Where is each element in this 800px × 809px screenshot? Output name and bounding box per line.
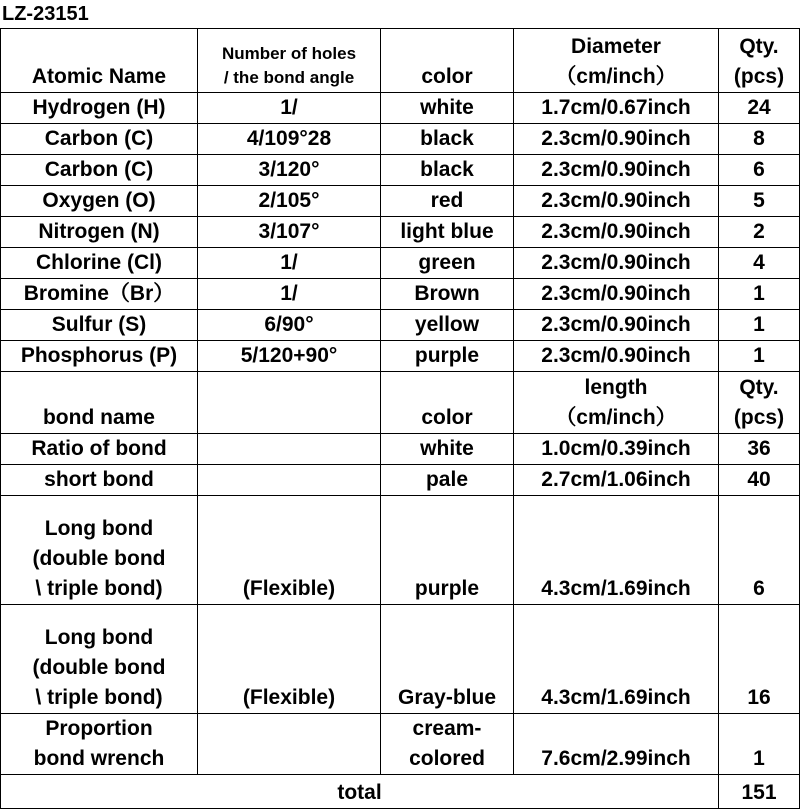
atom-qty: 1 xyxy=(719,310,800,341)
bond-note xyxy=(198,465,381,496)
bond-color-line: cream- xyxy=(412,717,482,740)
atom-row xyxy=(1,341,800,372)
header-qty xyxy=(719,29,800,93)
bond-name-line: (double bond xyxy=(32,656,166,679)
atom-diameter: 2.3cm/0.90inch xyxy=(514,341,719,372)
bond-name-line: \ triple bond) xyxy=(35,686,163,709)
atom-color: green xyxy=(381,248,514,279)
atom-color: white xyxy=(381,93,514,124)
parts-table xyxy=(0,28,800,809)
header-diameter-line1: Diameter xyxy=(571,35,661,58)
header-bond-qty-line: (pcs) xyxy=(733,406,785,429)
atom-holes-angle: 6/90° xyxy=(198,310,381,341)
atom-holes-angle: 1/ xyxy=(198,248,381,279)
header-bond-qty-line: Qty. xyxy=(739,376,779,399)
atom-name: Bromine（Br） xyxy=(1,279,198,310)
bond-name xyxy=(1,605,198,714)
bond-name xyxy=(1,465,198,496)
atom-row xyxy=(1,186,800,217)
atom-holes-angle: 2/105° xyxy=(198,186,381,217)
atom-row xyxy=(1,248,800,279)
header-holes-angle xyxy=(198,29,381,93)
atom-diameter: 2.3cm/0.90inch xyxy=(514,186,719,217)
bond-row xyxy=(1,434,800,465)
atom-name: Hydrogen (H) xyxy=(1,93,198,124)
atom-name: Carbon (C) xyxy=(1,124,198,155)
atom-qty: 1 xyxy=(719,341,800,372)
atom-holes-angle: 1/ xyxy=(198,93,381,124)
bond-color xyxy=(381,465,514,496)
bond-color xyxy=(381,714,514,775)
atom-row xyxy=(1,279,800,310)
header-holes-line1: Number of holes xyxy=(221,44,357,63)
bond-name-line: \ triple bond) xyxy=(35,577,163,600)
bond-color-line: white xyxy=(420,437,474,460)
header-diameter-line2: （cm/inch） xyxy=(555,65,677,88)
bond-header-row xyxy=(1,372,800,434)
bond-note: (Flexible) xyxy=(198,496,381,605)
bond-name xyxy=(1,496,198,605)
bond-length: 4.3cm/1.69inch xyxy=(514,496,719,605)
atom-name: Oxygen (O) xyxy=(1,186,198,217)
total-label: total xyxy=(1,775,719,809)
atom-qty: 5 xyxy=(719,186,800,217)
atom-holes-angle: 3/107° xyxy=(198,217,381,248)
atom-diameter: 2.3cm/0.90inch xyxy=(514,248,719,279)
total-row xyxy=(1,775,800,809)
bond-color-line: purple xyxy=(414,577,480,600)
atom-qty: 4 xyxy=(719,248,800,279)
atom-holes-angle: 3/120° xyxy=(198,155,381,186)
bond-note xyxy=(198,714,381,775)
header-diameter xyxy=(514,29,719,93)
header-length xyxy=(514,372,719,434)
atom-holes-angle: 1/ xyxy=(198,279,381,310)
header-length-line: （cm/inch） xyxy=(555,406,677,429)
atom-row xyxy=(1,310,800,341)
atom-color: Brown xyxy=(381,279,514,310)
atom-qty: 24 xyxy=(719,93,800,124)
bond-color-line: pale xyxy=(425,468,469,491)
atom-row xyxy=(1,124,800,155)
bond-qty: 1 xyxy=(719,714,800,775)
atom-row xyxy=(1,217,800,248)
bond-qty: 16 xyxy=(719,605,800,714)
bond-row xyxy=(1,605,800,714)
bond-length: 7.6cm/2.99inch xyxy=(514,714,719,775)
atom-color: yellow xyxy=(381,310,514,341)
bond-length: 2.7cm/1.06inch xyxy=(514,465,719,496)
bond-name-line: bond wrench xyxy=(33,747,165,770)
atom-name: Carbon (C) xyxy=(1,155,198,186)
bond-length: 1.0cm/0.39inch xyxy=(514,434,719,465)
bond-note xyxy=(198,434,381,465)
header-bond-qty xyxy=(719,372,800,434)
header-bond-note xyxy=(198,372,381,434)
header-atomic-name: Atomic Name xyxy=(1,29,198,93)
bond-qty: 6 xyxy=(719,496,800,605)
atom-diameter: 1.7cm/0.67inch xyxy=(514,93,719,124)
bond-qty: 36 xyxy=(719,434,800,465)
bond-color-line: colored xyxy=(409,747,485,770)
atom-diameter: 2.3cm/0.90inch xyxy=(514,310,719,341)
atom-diameter: 2.3cm/0.90inch xyxy=(514,124,719,155)
atom-diameter: 2.3cm/0.90inch xyxy=(514,217,719,248)
atom-color: purple xyxy=(381,341,514,372)
bond-row xyxy=(1,465,800,496)
atom-qty: 8 xyxy=(719,124,800,155)
bond-name-line: short bond xyxy=(44,468,154,491)
atom-qty: 2 xyxy=(719,217,800,248)
bond-color xyxy=(381,496,514,605)
header-qty-line1: Qty. xyxy=(739,35,779,58)
header-holes-line2: / the bond angle xyxy=(223,68,355,87)
bond-note: (Flexible) xyxy=(198,605,381,714)
atom-holes-angle: 5/120+90° xyxy=(198,341,381,372)
atom-name: Chlorine (Cl) xyxy=(1,248,198,279)
bond-color xyxy=(381,434,514,465)
bond-qty: 40 xyxy=(719,465,800,496)
atom-holes-angle: 4/109°28 xyxy=(198,124,381,155)
model-code: LZ-23151 xyxy=(2,3,89,25)
total-value: 151 xyxy=(719,775,800,809)
bond-color xyxy=(381,605,514,714)
atom-header-row xyxy=(1,29,800,93)
bond-name-line: Proportion xyxy=(45,717,153,740)
header-qty-line2: (pcs) xyxy=(733,65,785,88)
atom-row xyxy=(1,155,800,186)
bond-name-line: Long bond xyxy=(44,517,154,540)
bond-name xyxy=(1,714,198,775)
header-bond-color: color xyxy=(381,372,514,434)
bond-name xyxy=(1,434,198,465)
header-length-line: length xyxy=(584,376,648,399)
atom-row xyxy=(1,93,800,124)
bond-row xyxy=(1,714,800,775)
atom-name: Nitrogen (N) xyxy=(1,217,198,248)
atom-qty: 1 xyxy=(719,279,800,310)
atom-qty: 6 xyxy=(719,155,800,186)
atom-name: Sulfur (S) xyxy=(1,310,198,341)
atom-diameter: 2.3cm/0.90inch xyxy=(514,155,719,186)
header-color: color xyxy=(381,29,514,93)
header-bond-name: bond name xyxy=(1,372,198,434)
atom-name: Phosphorus (P) xyxy=(1,341,198,372)
bond-name-line: (double bond xyxy=(32,547,166,570)
atom-diameter: 2.3cm/0.90inch xyxy=(514,279,719,310)
atom-color: black xyxy=(381,124,514,155)
atom-color: light blue xyxy=(381,217,514,248)
bond-length: 4.3cm/1.69inch xyxy=(514,605,719,714)
bond-row xyxy=(1,496,800,605)
bond-name-line: Ratio of bond xyxy=(31,437,167,460)
bond-name-line: Long bond xyxy=(44,626,154,649)
bond-color-line: Gray-blue xyxy=(397,686,497,709)
atom-color: red xyxy=(381,186,514,217)
atom-color: black xyxy=(381,155,514,186)
